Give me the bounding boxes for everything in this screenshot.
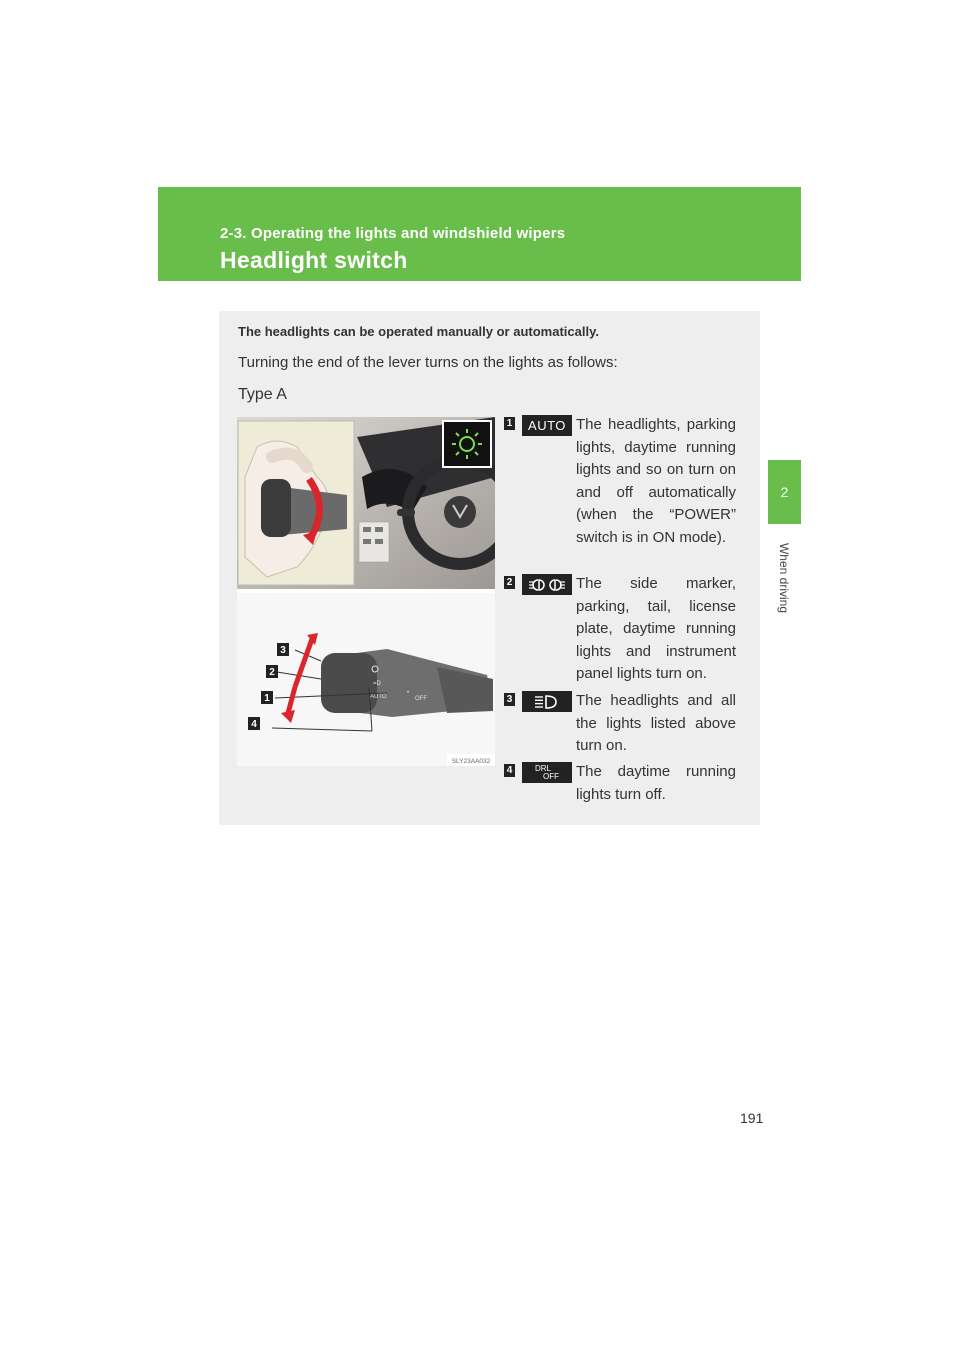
callout-2: 2 [269,667,275,678]
callout-4: 4 [251,719,257,730]
svg-text:AUTO: AUTO [370,694,387,700]
item-text: The side marker, parking, tail, license plate, daytime running lights and instrument panel lights turn on. [576,575,736,682]
chapter-label: When driving [777,542,791,614]
content-panel [219,311,760,825]
parking-light-icon [522,574,572,595]
item-number: 1 [504,417,515,430]
type-label: Type A [238,386,287,403]
instruction-text: Turning the end of the lever turns on the lights as follows: [238,354,618,371]
page-title: Headlight switch [220,247,408,273]
section-title: 2-3. Operating the lights and windshield wipers [220,225,566,242]
item-number: 3 [504,693,515,706]
chapter-number: 2 [780,484,789,500]
item-text: The headlights and all the lights listed above turn on. [576,692,736,754]
page-number: 191 [740,1110,764,1126]
svg-text:=D: =D [373,681,381,687]
drl-off-text-icon: DRL OFF [522,762,572,783]
header-bar [158,187,801,281]
item-number: 4 [504,764,515,777]
callout-1: 1 [264,693,270,704]
headlight-icon [522,691,572,712]
svg-text:•: • [407,690,410,696]
item-text: The headlights, parking lights, daytime running lights and so on turn on and off automatically (when the “POWER” switch is in ON mode). [576,416,736,546]
chapter-tab[interactable] [768,460,801,524]
item-number: 2 [504,576,515,589]
svg-text:OFF: OFF [415,696,427,702]
callout-3: 3 [280,645,286,656]
intro-text: The headlights can be operated manually or automatically. [238,324,599,339]
headlight-lever-illustration [237,417,495,766]
item-text: The daytime running lights turn off. [576,763,736,803]
auto-text-icon: AUTO [522,415,572,436]
image-code: SLY23AA032 [451,758,491,765]
